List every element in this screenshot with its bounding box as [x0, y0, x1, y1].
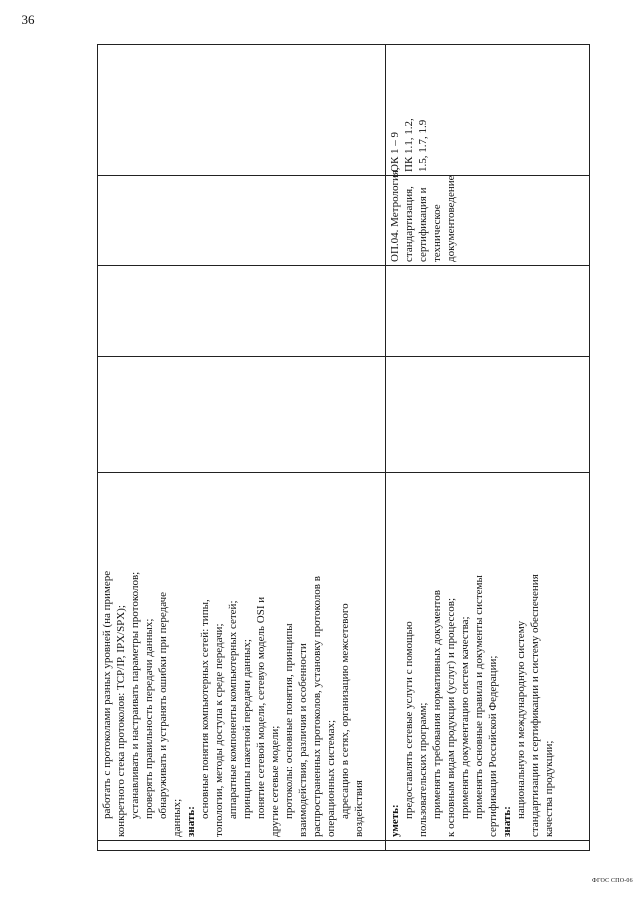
skills-line: применять документацию систем качества;: [459, 616, 471, 819]
skills-line: обнаруживать и устранять ошибки при передаче: [157, 591, 169, 819]
skills-line: пользовательских программ;: [417, 702, 429, 837]
skills-line: данных;: [171, 798, 183, 837]
hours-mandatory-cell: [386, 266, 590, 357]
skills-line: топологии, методы доступа к среде передачи;: [213, 623, 225, 837]
skills-knowledge-cell: [98, 473, 386, 841]
footer-code: ФГОС СПО-06: [592, 878, 633, 884]
skills-line: проверять правильность передачи данных;: [143, 618, 155, 819]
page-number: 36: [21, 12, 35, 27]
rotated-table-container: [97, 45, 583, 851]
skills-line: распространенных протоколов, установку протоколов в: [311, 576, 323, 837]
skills-line: предоставлять сетевые услуги с помощью: [403, 621, 415, 819]
index-cell: [98, 841, 386, 851]
competency-lines: [388, 48, 430, 172]
skills-line: уметь:: [389, 804, 401, 837]
competency-table: [97, 44, 590, 851]
skills-line: применять основные правила и документы системы: [473, 575, 485, 819]
index-cell: [386, 841, 590, 851]
table-row: [98, 45, 386, 851]
skills-line: воздействия: [353, 780, 365, 837]
hours-total-cell: [98, 357, 386, 473]
skills-line: знать:: [501, 806, 513, 837]
skills-line: работать с протоколами разных уровней (на примере: [101, 570, 113, 819]
hours-mandatory-cell: [98, 266, 386, 357]
skills-line: протоколы: основные понятия, принципы: [283, 623, 295, 819]
competencies-cell: [98, 45, 386, 176]
discipline-cell: [98, 176, 386, 266]
skills-lines: [388, 476, 556, 837]
skills-line: конкретного стека протоколов: TCP/IP, IPX/SPX);: [115, 605, 127, 837]
skills-line: устанавливать и настраивать параметры протоколов;: [129, 571, 141, 819]
table-row: [386, 45, 590, 851]
discipline-line: стандартизация,: [403, 186, 415, 262]
discipline-cell: [386, 167, 590, 266]
skills-line: стандартизации и сертификации и систему обеспечения: [529, 574, 541, 837]
skills-lines: [100, 476, 366, 837]
skills-line: аппаратные компоненты компьютерных сетей;: [227, 600, 239, 819]
discipline-line: ОП.04. Метрология,: [389, 167, 401, 262]
discipline-line: документоведение: [445, 175, 457, 262]
skills-line: применять требования нормативных документов: [431, 590, 443, 819]
skills-line: адресацию в сетях, организацию межсетевого: [339, 603, 351, 819]
competency-line: ПК 1.1, 1.2,: [403, 118, 415, 172]
skills-line: взаимодействия, различия и особенности: [297, 643, 309, 837]
competency-line: ОК 1 – 9: [389, 131, 401, 172]
competencies-cell: [386, 45, 590, 176]
discipline-lines: [388, 167, 458, 262]
skills-line: к основным видам продукции (услуг) и процессов;: [445, 597, 457, 837]
skills-line: сертификации Российской Федерации;: [487, 655, 499, 837]
discipline-line: сертификация и: [417, 187, 429, 262]
skills-line: операционных системах;: [325, 719, 337, 837]
hours-total-cell: [386, 357, 590, 473]
skills-line: знать:: [185, 806, 197, 837]
skills-line: понятие сетевой модели, сетевую модель OSI и: [255, 596, 267, 819]
skills-line: национальную и международную систему: [515, 620, 527, 819]
skills-line: принципы пакетной передачи данных;: [241, 639, 253, 819]
skills-line: основные понятия компьютерных сетей: типы,: [199, 599, 211, 819]
skills-knowledge-cell: [386, 473, 590, 841]
skills-line: другие сетевые модели;: [269, 725, 281, 837]
discipline-line: техническое: [431, 204, 443, 262]
skills-line: качества продукции;: [543, 740, 555, 837]
competency-line: 1.5, 1.7, 1.9: [417, 119, 429, 172]
